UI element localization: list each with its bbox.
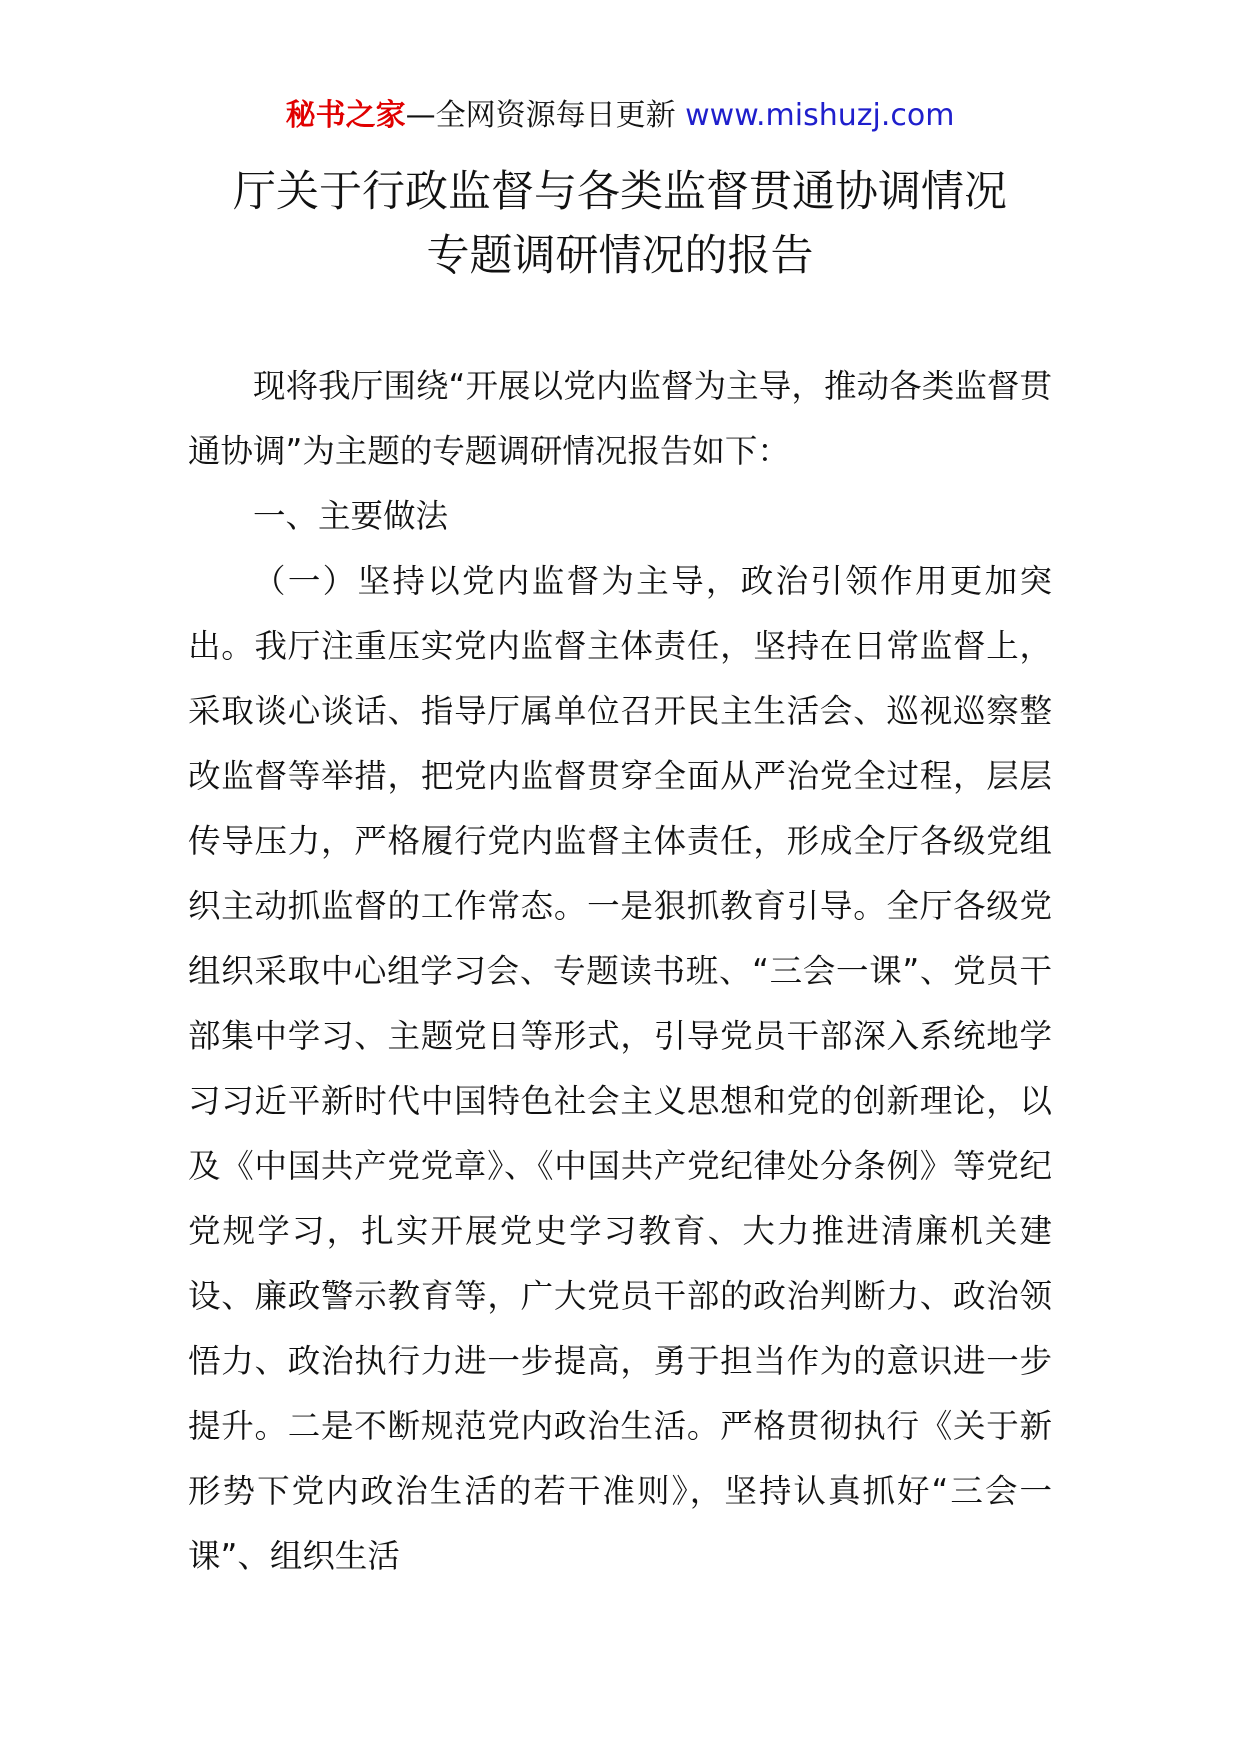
document-title: [0, 160, 1240, 288]
document-body: [188, 354, 1052, 1589]
title-line-1: 厅关于行政监督与各类监督贯通协调情况: [233, 167, 1007, 217]
source-header: [0, 96, 1240, 136]
body-paragraph: （一）坚持以党内监督为主导，政治引领作用更加突出。我厅注重压实党内监督主体责任，坚持在日常监督上，采取谈心谈话、指导厅属单位召开民主生活会、巡视巡察整改监督等举措，把党内监督贯穿全面从严治党全过程，层层传导压力，严格履行党内监督主体责任，形成全厅各级党组织主动抓监督的工作常态。一是狠抓教育引导。全厅各级党组织采取中心组学习会、专题读书班、“三会一课”、党员干部集中学习、主题党日等形式，引导党员干部深入系统地学习习近平新时代中国特色社会主义思想和党的创新理论，以及《中国共产党党章》、《中国共产党纪律处分条例》等党纪党规学习，扎实开展党史学习教育、大力推进清廉机关建设、廉政警示教育等，广大党员干部的政治判断力、政治领悟力、政治执行力进一步提高，勇于担当作为的意识进一步提升。二是不断规范党内政治生活。严格贯彻执行《关于新形势下党内政治生活的若干准则》，坚持认真抓好“三会一课”、组织生活: [188, 562, 1052, 1575]
header-tagline: —全网资源每日更新: [405, 98, 686, 133]
section-heading: 一、主要做法: [253, 497, 449, 535]
website-link[interactable]: www.mishuzj.com: [685, 98, 955, 133]
brand-name: 秘书之家: [285, 98, 406, 133]
intro-paragraph: 现将我厅围绕“开展以党内监督为主导，推动各类监督贯通协调”为主题的专题调研情况报告如下：: [188, 367, 1052, 470]
title-line-2: 专题调研情况的报告: [426, 231, 814, 281]
